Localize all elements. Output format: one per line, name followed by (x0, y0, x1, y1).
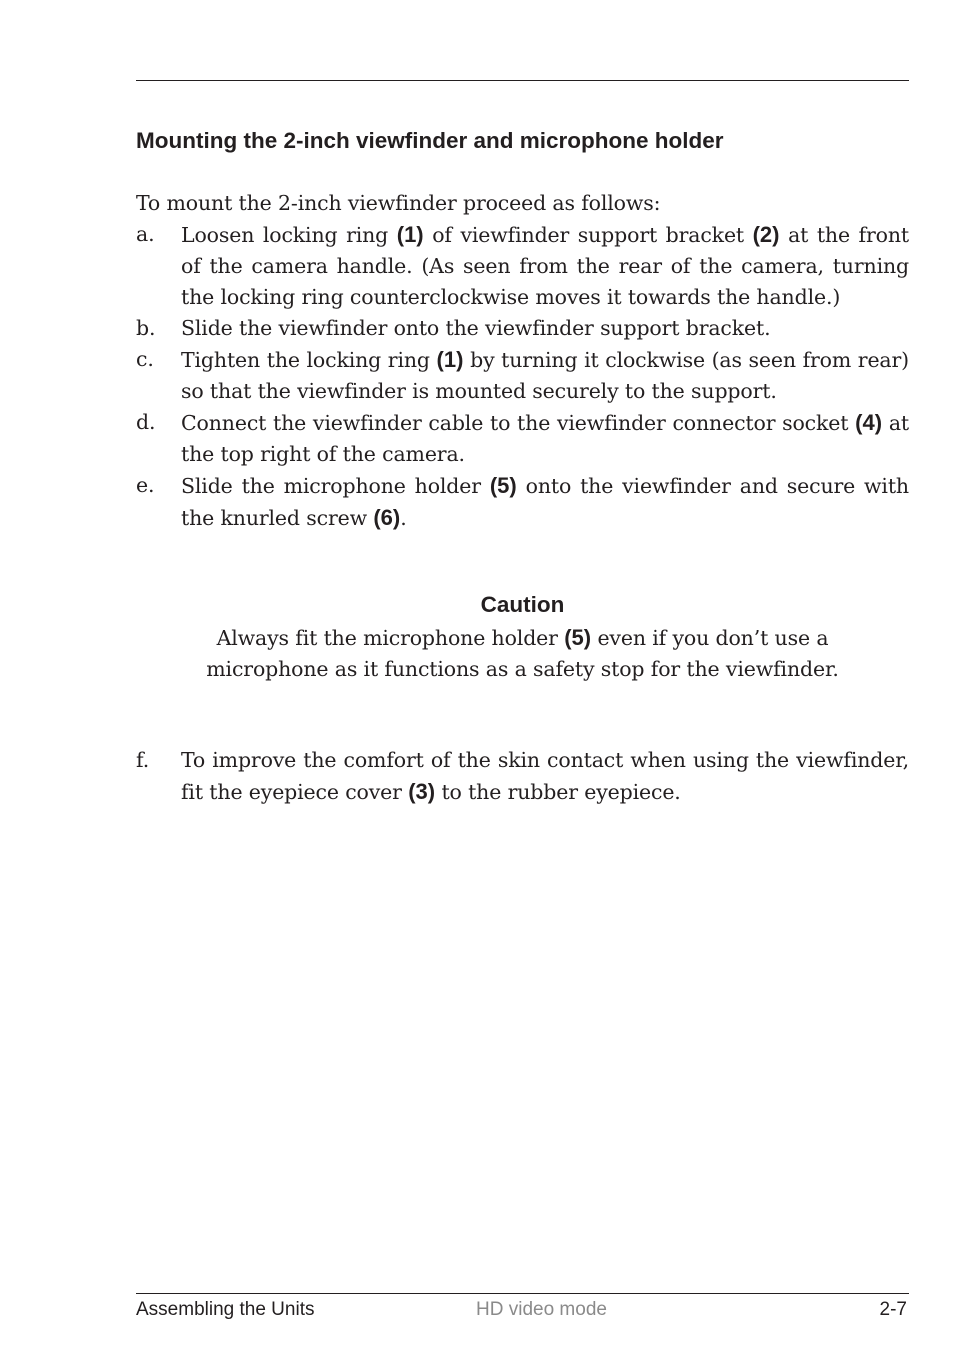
callout-number: (5) (564, 625, 592, 650)
step-text: by turning it clockwise (as seen from rear) so that the viewfinder is mounted securely to the support. (181, 348, 909, 403)
step-text: Slide the microphone holder (181, 474, 490, 498)
footer-mode: HD video mode (476, 1299, 607, 1320)
step-text: to the rubber eyepiece. (435, 780, 681, 804)
header-rule (136, 80, 909, 81)
step-item (136, 344, 909, 407)
footer-chapter: Assembling the Units (136, 1299, 315, 1320)
step-item (136, 745, 909, 808)
step-marker: b. (136, 316, 156, 340)
section-heading: Mounting the 2-inch viewfinder and microphone holder (136, 128, 724, 153)
step-text: at the front of the camera handle. (As seen from the rear of the camera, turning the locking ring counterclockwise moves it towards the handle.) (181, 223, 909, 309)
callout-number: (4) (855, 410, 883, 435)
step-text: Connect the viewfinder cable to the viewfinder connector socket (181, 411, 856, 435)
intro-paragraph: To mount the 2-inch viewfinder proceed as follows: (136, 191, 661, 215)
step-text: To improve the comfort of the skin contact when using the viewfinder, fit the eyepiece cover (181, 748, 909, 804)
step-text: Always fit the microphone holder (216, 626, 565, 650)
step-text: even if you don’t use a microphone as it functions as a safety stop for the viewfinder. (206, 626, 839, 681)
callout-number: (1) (436, 347, 464, 372)
step-text: Slide the viewfinder onto the viewfinder support bracket. (181, 316, 771, 340)
caution-title: Caution (480, 592, 565, 617)
step-item (136, 219, 909, 313)
page-number: 2-7 (879, 1299, 907, 1320)
step-item (136, 313, 909, 344)
step-item (136, 407, 909, 470)
step-marker: a. (136, 222, 155, 246)
step-marker: c. (136, 347, 154, 371)
step-text: of viewfinder support bracket (423, 223, 753, 247)
step-marker: f. (136, 748, 150, 772)
step-marker: d. (136, 410, 156, 434)
step-text: Tighten the locking ring (181, 348, 437, 372)
callout-number: (1) (396, 222, 424, 247)
step-text: Loosen locking ring (181, 223, 397, 247)
final-steps-list (136, 745, 909, 808)
footer-rule (136, 1293, 909, 1294)
callout-number: (6) (373, 505, 401, 530)
step-text: . (400, 506, 407, 530)
steps-list (136, 219, 909, 534)
step-item (136, 470, 909, 534)
step-text: onto the viewfinder and secure with the knurled screw (181, 474, 909, 530)
caution-text (180, 622, 865, 685)
callout-number: (3) (408, 779, 436, 804)
callout-number: (2) (752, 222, 780, 247)
step-text: at the top right of the camera. (181, 411, 909, 466)
step-marker: e. (136, 473, 155, 497)
callout-number: (5) (489, 473, 517, 498)
